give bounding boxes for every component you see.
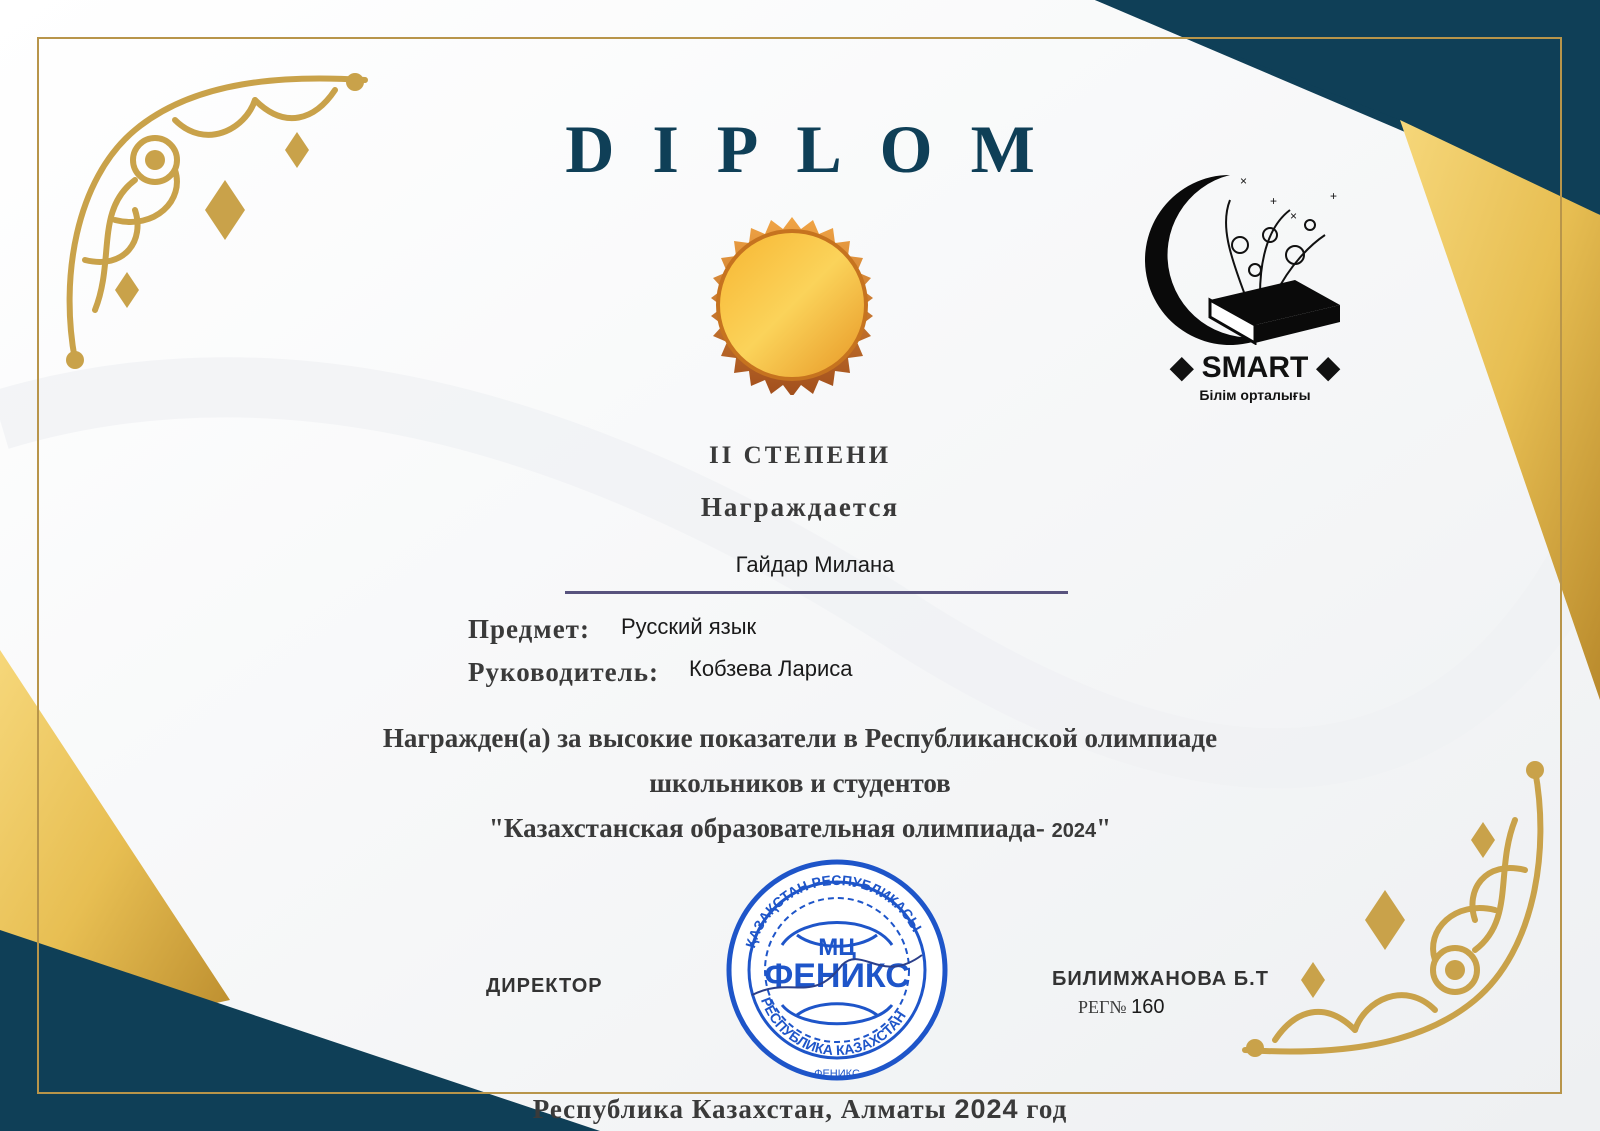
footer-suffix: год [1026,1094,1068,1124]
smart-logo: × + × + ◆ SMART ◆ Білім орталығы [1120,165,1390,415]
svg-text:+: + [1270,194,1278,208]
citation-line-3 [0,806,1600,854]
book-icon [1205,275,1345,345]
citation-text [0,716,1600,854]
stamp-center-top: МЦ [818,934,856,961]
reg-number: 160 [1131,996,1165,1018]
footer-prefix: Республика Казахстан, Алматы [532,1094,947,1124]
subject-value: Русский язык [621,614,757,639]
recipient-name: Гайдар Милана [735,552,895,577]
official-stamp [722,855,952,1085]
diploma-title: DIPLOM [565,111,1073,187]
citation-line-2: школьников и студентов [649,768,951,798]
svg-text:+: + [1330,189,1338,203]
recipient-underline [565,591,1068,594]
stamp-ring-bottom: РЕСПУБЛИКА КАЗАХСТАН [757,995,909,1059]
supervisor-value: Кобзева Лариса [689,656,853,681]
subject-label: Предмет: [468,614,590,644]
logo-name: SMART [1201,351,1309,384]
citation-year: 2024 [1051,820,1097,842]
citation-olympiad-name: "Казахстанская образовательная олимпиада- [488,813,1045,843]
stamp-center-main: ФЕНИКС [764,957,910,995]
citation-quote-close: " [1096,813,1112,843]
footer-location [0,1094,1600,1125]
logo-subtitle: Білім орталығы [1199,387,1311,403]
footer-year: 2024 [954,1094,1019,1124]
director-name: БИЛИМЖАНОВА Б.Т [1052,968,1269,990]
floral-ornament-icon [55,60,385,380]
supervisor-label: Руководитель: [468,657,660,687]
reg-label: РЕГ№ [1078,997,1127,1017]
stamp-ring-top: ҚАЗАҚСТАН РЕСПУБЛИКАСЫ [742,871,925,950]
gold-medal-icon [700,215,885,395]
reg-block [1078,996,1164,1019]
citation-line-1: Награжден(а) за высокие показатели в Республиканской олимпиаде [382,723,1218,753]
svg-text:×: × [1240,174,1248,188]
director-label: ДИРЕКТОР [486,975,603,997]
degree-text: II СТЕПЕНИ [708,442,892,469]
svg-text:×: × [1290,209,1298,223]
stamp-ring-outer: ФЕНИКС [814,1068,860,1080]
awarded-label: Награждается [700,492,900,522]
